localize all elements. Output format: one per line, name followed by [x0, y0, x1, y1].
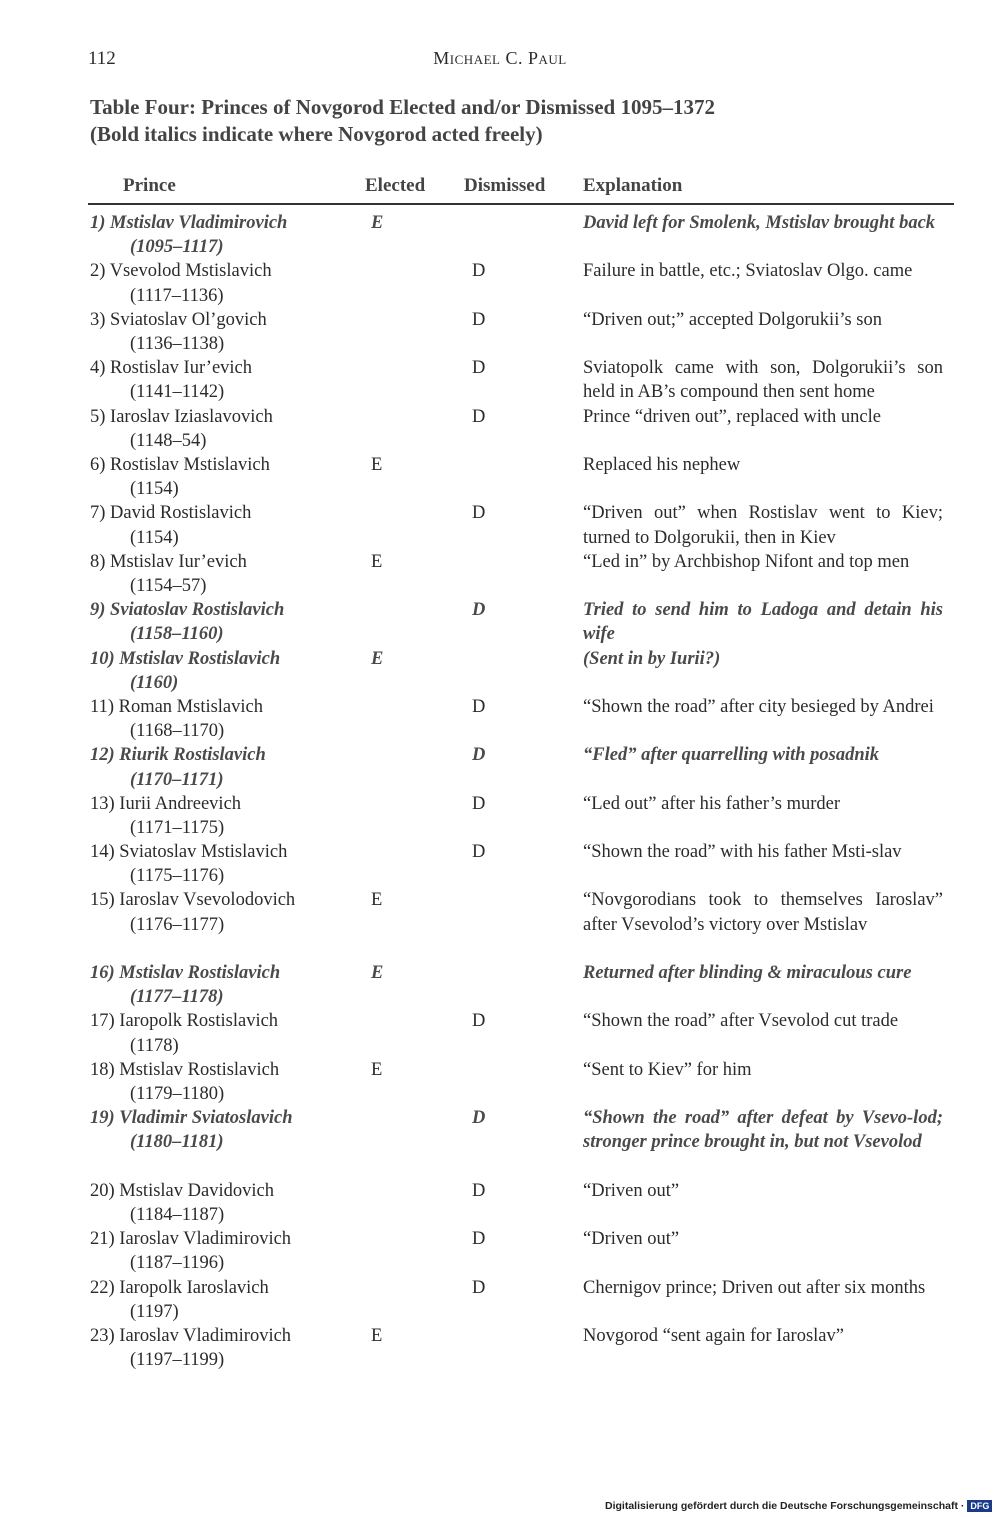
prince-dates: (1179–1180) [130, 1084, 225, 1105]
dismissed-cell: D [472, 1180, 486, 1201]
explanation-cell: “Shown the road” with his father Msti-slav [583, 842, 902, 863]
dismissed-cell: D [472, 842, 486, 863]
prince-cell [90, 501, 355, 549]
prince-name: 21) Iaroslav Vladimirovich [90, 1229, 292, 1250]
table-row [0, 501, 1000, 549]
explanation-cell: Sviatopolk came with son, Dolgorukii’s son held in AB’s compound then sent home [583, 358, 943, 403]
dismissed-cell: D [472, 1011, 486, 1032]
prince-name: 5) Iaroslav Iziaslavovich [90, 406, 273, 427]
dismissed-cell: D [472, 1108, 486, 1129]
prince-cell [90, 695, 355, 743]
dismissed-cell: D [472, 745, 486, 766]
prince-dates: (1117–1136) [130, 285, 224, 306]
explanation-cell: Failure in battle, etc.; Sviatoslav Olgo. came [583, 261, 913, 282]
digitization-credit [605, 1500, 992, 1512]
prince-name: 2) Vsevolod Mstislavich [90, 261, 272, 282]
table-row [0, 695, 1000, 743]
prince-cell [90, 308, 355, 356]
column-header-prince: Prince [123, 175, 176, 196]
elected-cell: E [371, 1326, 383, 1346]
table-row [0, 259, 1000, 307]
prince-name: 3) Sviatoslav Ol’govich [90, 309, 267, 330]
elected-cell: E [371, 1059, 383, 1080]
prince-cell [90, 1276, 355, 1324]
dismissed-cell: D [472, 696, 486, 717]
prince-dates: (1177–1178) [130, 987, 224, 1008]
dismissed-cell: D [472, 600, 486, 621]
prince-name: 11) Roman Mstislavich [90, 696, 263, 717]
elected-cell: E [371, 648, 384, 669]
prince-cell [90, 356, 355, 404]
prince-name: 17) Iaropolk Rostislavich [90, 1011, 279, 1032]
prince-name: 15) Iaroslav Vsevolodovich [90, 890, 296, 911]
explanation-cell: “Led out” after his father’s murder [583, 793, 841, 814]
prince-dates: (1154) [130, 527, 179, 548]
prince-dates: (1171–1175) [130, 817, 225, 838]
explanation-cell: “Novgorodians took to themselves Iaroslav” after Vsevolod’s victory over Mstislav [583, 890, 943, 935]
elected-cell: E [371, 551, 383, 572]
explanation-cell: “Shown the road” after city besieged by Andrei [583, 696, 934, 717]
prince-dates: (1197–1199) [130, 1350, 225, 1371]
prince-cell [90, 1009, 355, 1057]
prince-name: 20) Mstislav Davidovich [90, 1180, 274, 1201]
prince-dates: (1095–1117) [130, 237, 224, 258]
table-body [0, 211, 1000, 1372]
explanation-cell: “Fled” after quarrelling with posadnik [583, 745, 880, 766]
prince-cell [90, 1179, 355, 1227]
explanation-cell: “Driven out” [583, 1229, 680, 1250]
explanation-cell: “Driven out” when Rostislav went to Kiev; turned to Dolgorukii, then in Kiev [583, 503, 943, 548]
dismissed-cell: D [472, 358, 486, 379]
table-row [0, 405, 1000, 453]
prince-name: 1) Mstislav Vladimirovich [90, 213, 288, 233]
prince-name: 22) Iaropolk Iaroslavich [90, 1277, 269, 1298]
prince-dates: (1141–1142) [130, 382, 225, 403]
elected-cell: E [371, 213, 384, 233]
prince-dates: (1180–1181) [130, 1132, 224, 1153]
prince-name: 23) Iaroslav Vladimirovich [90, 1326, 292, 1346]
prince-dates: (1178) [130, 1035, 179, 1056]
table-row [0, 1179, 1000, 1227]
prince-dates: (1197) [130, 1301, 179, 1322]
prince-cell [90, 405, 355, 453]
table-row [0, 647, 1000, 695]
table-row [0, 1009, 1000, 1057]
prince-name: 7) David Rostislavich [90, 503, 252, 524]
table-row [0, 453, 1000, 501]
dismissed-cell: D [472, 1277, 486, 1298]
running-head-author [0, 48, 1000, 69]
prince-dates: (1187–1196) [130, 1253, 225, 1274]
footer-text: Digitalisierung gefördert durch die Deutsche Forschungsgemeinschaft · [605, 1500, 965, 1512]
prince-dates: (1154) [130, 479, 179, 500]
table-row [0, 550, 1000, 598]
table-row [0, 356, 1000, 404]
explanation-cell: “Driven out;” accepted Dolgorukii’s son [583, 309, 882, 330]
prince-name: 8) Mstislav Iur’evich [90, 551, 247, 572]
prince-name: 4) Rostislav Iur’evich [90, 358, 253, 379]
prince-dates: (1184–1187) [130, 1205, 225, 1226]
table-row [0, 1324, 1000, 1372]
prince-name: 14) Sviatoslav Mstislavich [90, 842, 288, 863]
dismissed-cell: D [472, 1229, 486, 1250]
prince-name: 12) Riurik Rostislavich [90, 745, 266, 766]
table-row [0, 1106, 1000, 1179]
explanation-cell: Tried to send him to Ladoga and detain his wife [583, 600, 943, 645]
table-row [0, 888, 1000, 961]
prince-name: 16) Mstislav Rostislavich [90, 963, 281, 984]
prince-name: 6) Rostislav Mstislavich [90, 454, 270, 475]
dismissed-cell: D [472, 261, 486, 282]
table-row [0, 1276, 1000, 1324]
prince-name: 18) Mstislav Rostislavich [90, 1059, 280, 1080]
table-row [0, 961, 1000, 1009]
page-number: 112 [88, 48, 116, 69]
prince-cell [90, 1324, 355, 1372]
prince-name: 13) Iurii Andreevich [90, 793, 242, 814]
column-header-explanation: Explanation [583, 175, 683, 196]
table-row [0, 308, 1000, 356]
prince-cell [90, 211, 355, 259]
prince-dates: (1160) [130, 672, 179, 693]
prince-cell [90, 840, 355, 888]
table-row [0, 1058, 1000, 1106]
prince-name: 19) Vladimir Sviatoslavich [90, 1108, 293, 1129]
dismissed-cell: D [472, 309, 486, 330]
prince-cell [90, 453, 355, 501]
explanation-cell: David left for Smolenk, Mstislav brought back [583, 213, 936, 233]
prince-cell [90, 259, 355, 307]
elected-cell: E [371, 454, 383, 475]
explanation-cell: “Shown the road” after Vsevolod cut trade [583, 1011, 899, 1032]
explanation-cell: Novgorod “sent again for Iaroslav” [583, 1326, 844, 1346]
prince-cell [90, 961, 355, 1009]
explanation-cell: “Sent to Kiev” for him [583, 1059, 752, 1080]
prince-dates: (1176–1177) [130, 914, 225, 935]
explanation-cell: “Led in” by Archbishop Nifont and top men [583, 551, 910, 572]
table-title [90, 94, 715, 148]
explanation-cell: “Driven out” [583, 1180, 680, 1201]
dismissed-cell: D [472, 503, 486, 524]
prince-dates: (1170–1171) [130, 769, 224, 790]
explanation-cell: “Shown the road” after defeat by Vsevo-lod; stronger prince brought in, but not Vsevolod [583, 1108, 943, 1153]
column-header-dismissed: Dismissed [464, 175, 546, 196]
prince-name: 9) Sviatoslav Rostislavich [90, 600, 285, 621]
explanation-cell: Chernigov prince; Driven out after six months [583, 1277, 926, 1298]
explanation-cell: Returned after blinding & miraculous cure [583, 963, 912, 984]
author-name: Michael C. Paul [433, 48, 567, 68]
explanation-cell: Replaced his nephew [583, 454, 741, 475]
elected-cell: E [371, 963, 384, 984]
dfg-logo: DFG [967, 1500, 992, 1512]
table-row [0, 792, 1000, 840]
prince-cell [90, 888, 355, 936]
table-row [0, 211, 1000, 259]
table-row [0, 743, 1000, 791]
table-row [0, 598, 1000, 646]
prince-cell [90, 647, 355, 695]
prince-dates: (1136–1138) [130, 333, 225, 354]
prince-dates: (1158–1160) [130, 624, 224, 645]
table-row [0, 1227, 1000, 1275]
prince-dates: (1175–1176) [130, 866, 225, 887]
prince-cell [90, 550, 355, 598]
prince-cell [90, 743, 355, 791]
column-header-elected: Elected [365, 175, 426, 196]
prince-cell [90, 792, 355, 840]
prince-dates: (1148–54) [130, 430, 207, 451]
table-title-line-1: Table Four: Princes of Novgorod Elected and/or Dismissed 1095–1372 [90, 95, 715, 119]
table-row [0, 840, 1000, 888]
dismissed-cell: D [472, 793, 486, 814]
prince-cell [90, 1106, 355, 1154]
dismissed-cell: D [472, 406, 486, 427]
prince-dates: (1168–1170) [130, 721, 225, 742]
prince-name: 10) Mstislav Rostislavich [90, 648, 281, 669]
header-rule [88, 203, 954, 205]
elected-cell: E [371, 890, 383, 911]
prince-dates: (1154–57) [130, 575, 207, 596]
prince-cell [90, 598, 355, 646]
explanation-cell: (Sent in by Iurii?) [583, 648, 721, 669]
explanation-cell: Prince “driven out”, replaced with uncle [583, 406, 881, 427]
prince-cell [90, 1058, 355, 1106]
prince-cell [90, 1227, 355, 1275]
table-title-line-2: (Bold italics indicate where Novgorod acted freely) [90, 122, 543, 146]
